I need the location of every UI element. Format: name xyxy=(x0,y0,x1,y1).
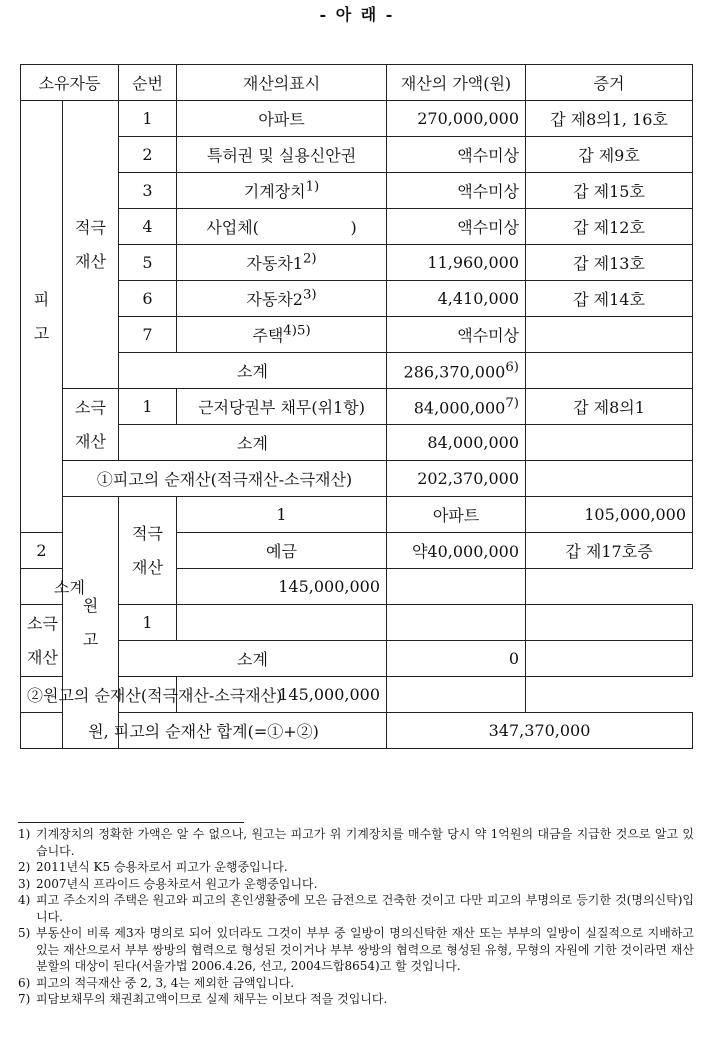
value-cell: 약40,000,000 xyxy=(387,533,526,569)
seq-cell: 1 xyxy=(177,497,387,533)
value-cell: 105,000,000 xyxy=(526,497,693,533)
value-cell: 액수미상 xyxy=(387,317,526,353)
header-seq: 순번 xyxy=(119,65,177,101)
seq-cell: 1 xyxy=(119,101,177,137)
footnote-ref: 7) xyxy=(505,395,520,411)
seq-cell: 4 xyxy=(119,209,177,245)
defendant-passive-label: 소극 재산 xyxy=(63,389,119,461)
desc-cell: 예금 xyxy=(177,533,387,569)
header-value: 재산의 가액(원) xyxy=(387,65,526,101)
net-row xyxy=(21,461,693,497)
evidence-cell xyxy=(526,317,693,353)
subtotal-label: 소계 xyxy=(119,425,387,461)
value-cell: 액수미상 xyxy=(387,209,526,245)
seq-cell: 3 xyxy=(119,173,177,209)
net-row xyxy=(21,677,693,713)
header-row xyxy=(21,65,693,101)
header-owner: 소유자등 xyxy=(21,65,119,101)
desc-cell: 자동차1$^{2)}$ xyxy=(177,245,387,281)
defendant-label: 피 고 xyxy=(21,101,63,533)
evidence-cell: 갑 제8의1 xyxy=(526,389,693,425)
evidence-cell: 갑 제15호 xyxy=(526,173,693,209)
desc-cell: 자동차2$^{3)}$ xyxy=(177,281,387,317)
evidence-cell xyxy=(526,353,693,389)
table-row xyxy=(21,137,693,173)
footnote-ref: 2) xyxy=(302,251,317,267)
plaintiff-net-label: ②원고의 순재산(적극재산-소극재산) xyxy=(21,677,177,713)
table-row xyxy=(21,281,693,317)
table-row xyxy=(21,317,693,353)
evidence-cell: 갑 제14호 xyxy=(526,281,693,317)
defendant-active-label: 적극 재산 xyxy=(63,101,119,389)
desc-cell: 근저당권부 채무(위1항) xyxy=(177,389,387,425)
evidence-cell xyxy=(526,605,693,641)
desc-cell: 기계장치$^{1)}$ xyxy=(177,173,387,209)
value-cell: 11,960,000 xyxy=(387,245,526,281)
desc-cell xyxy=(177,605,387,641)
subtotal-value: 84,000,000 xyxy=(387,425,526,461)
evidence-cell: 갑 제12호 xyxy=(526,209,693,245)
total-row xyxy=(21,713,693,749)
footnote-item: 7) 피담보채무의 채권최고액이므로 실제 채무는 이보다 적을 것입니다. xyxy=(18,992,388,1006)
footnote-item: 4) 피고 주소지의 주택은 원고와 피고의 혼인생활중에 모은 금전으로 건축한 것이고 다만 피고의 부명의로 등기한 것(명의신탁)입니다. xyxy=(18,893,694,924)
desc-cell: 주택$^{4)5)}$ xyxy=(177,317,387,353)
plaintiff-label: 원 고 xyxy=(63,497,119,749)
table-row xyxy=(21,173,693,209)
subtotal-value: 145,000,000 xyxy=(177,569,387,605)
subtotal-row xyxy=(21,425,693,461)
table-row xyxy=(21,245,693,281)
header-evidence: 증거 xyxy=(526,65,693,101)
desc-cell: 아파트 xyxy=(177,101,387,137)
table-row xyxy=(21,497,693,533)
footnotes xyxy=(18,826,694,1008)
footnote-item: 3) 2007년식 프라이드 승용차로서 원고가 운행중입니다. xyxy=(18,876,318,891)
subtotal-label: 소계 xyxy=(21,569,119,605)
subtotal-value: 0 xyxy=(387,641,526,677)
value-cell: 액수미상 xyxy=(387,137,526,173)
value-cell: 4,410,000 xyxy=(387,281,526,317)
evidence-cell xyxy=(526,461,693,497)
subtotal-row xyxy=(21,641,693,677)
defendant-net-value: 202,370,000 xyxy=(387,461,526,497)
value-cell xyxy=(387,605,526,641)
desc-cell: 특허권 및 실용신안권 xyxy=(177,137,387,173)
subtotal-label: 소계 xyxy=(119,353,387,389)
footnote-item: 6) 피고의 적극재산 중 2, 3, 4는 제외한 금액입니다. xyxy=(18,975,295,990)
table-row xyxy=(21,209,693,245)
desc-cell: 아파트 xyxy=(387,497,526,533)
plaintiff-net-value: 145,000,000 xyxy=(177,677,387,713)
seq-cell: 2 xyxy=(21,533,63,569)
seq-cell: 2 xyxy=(119,137,177,173)
total-label: 원, 피고의 순재산 합계(=①+②) xyxy=(21,713,387,749)
seq-cell: 1 xyxy=(119,389,177,425)
plaintiff-active-label: 적극 재산 xyxy=(119,497,177,605)
seq-cell: 6 xyxy=(119,281,177,317)
footnote-ref: 4)5) xyxy=(283,323,311,339)
table-row xyxy=(21,101,693,137)
defendant-net-label: ①피고의 순재산(적극재산-소극재산) xyxy=(63,461,387,497)
footnote-item: 2) 2011년식 K5 승용차로서 피고가 운행중입니다. xyxy=(18,860,288,874)
seq-cell: 5 xyxy=(119,245,177,281)
evidence-cell xyxy=(387,569,526,605)
evidence-cell xyxy=(526,641,693,677)
footnote-separator xyxy=(18,822,244,823)
seq-cell: 7 xyxy=(119,317,177,353)
footnote-item: 5) 부동산이 비록 제3자 명의로 되어 있더라도 그것이 부부 중 일방이 명의신탁한 재산 또는 부부의 일방이 실질적으로 지배하고 있는 재산으로서 부부 쌍방의 협력으로 형성된 것이거나 부부 쌍방의 협력으로 형성된 유형, 무형의 자원에 기한 것이라면 재산분할의 대상이 된다(서울가법 2006.4.26, 선고, 2004드합8654)고 할 것입니다. xyxy=(18,926,694,973)
table-row xyxy=(21,389,693,425)
document-title: - 아 래 - xyxy=(319,5,395,24)
footnote-item: 1) 기계장치의 정확한 가액은 알 수 없으나, 원고는 피고가 위 기계장치를 매수할 당시 약 1억원의 대금을 지급한 것으로 알고 있습니다. xyxy=(18,827,694,858)
evidence-cell: 갑 제17호증 xyxy=(526,533,693,569)
evidence-cell: 갑 제9호 xyxy=(526,137,693,173)
footnote-ref: 1) xyxy=(305,179,320,195)
subtotal-value: 286,370,000$^{6)}$ xyxy=(387,353,526,389)
evidence-cell xyxy=(387,677,526,713)
subtotal-label: 소계 xyxy=(119,641,387,677)
seq-cell: 1 xyxy=(119,605,177,641)
value-cell: 84,000,000$^{7)}$ xyxy=(387,389,526,425)
footnote-ref: 6) xyxy=(505,359,520,375)
header-desc: 재산의표시 xyxy=(177,65,387,101)
property-table xyxy=(20,64,693,749)
plaintiff-passive-label: 소극 재산 xyxy=(21,605,63,677)
table-row xyxy=(21,605,693,641)
evidence-cell: 갑 제8의1, 16호 xyxy=(526,101,693,137)
evidence-cell: 갑 제13호 xyxy=(526,245,693,281)
evidence-cell xyxy=(526,425,693,461)
footnote-ref: 3) xyxy=(302,287,317,303)
desc-cell: 사업체( ) xyxy=(177,209,387,245)
total-value: 347,370,000 xyxy=(387,713,693,749)
value-cell: 270,000,000 xyxy=(387,101,526,137)
subtotal-row xyxy=(21,353,693,389)
value-cell: 액수미상 xyxy=(387,173,526,209)
